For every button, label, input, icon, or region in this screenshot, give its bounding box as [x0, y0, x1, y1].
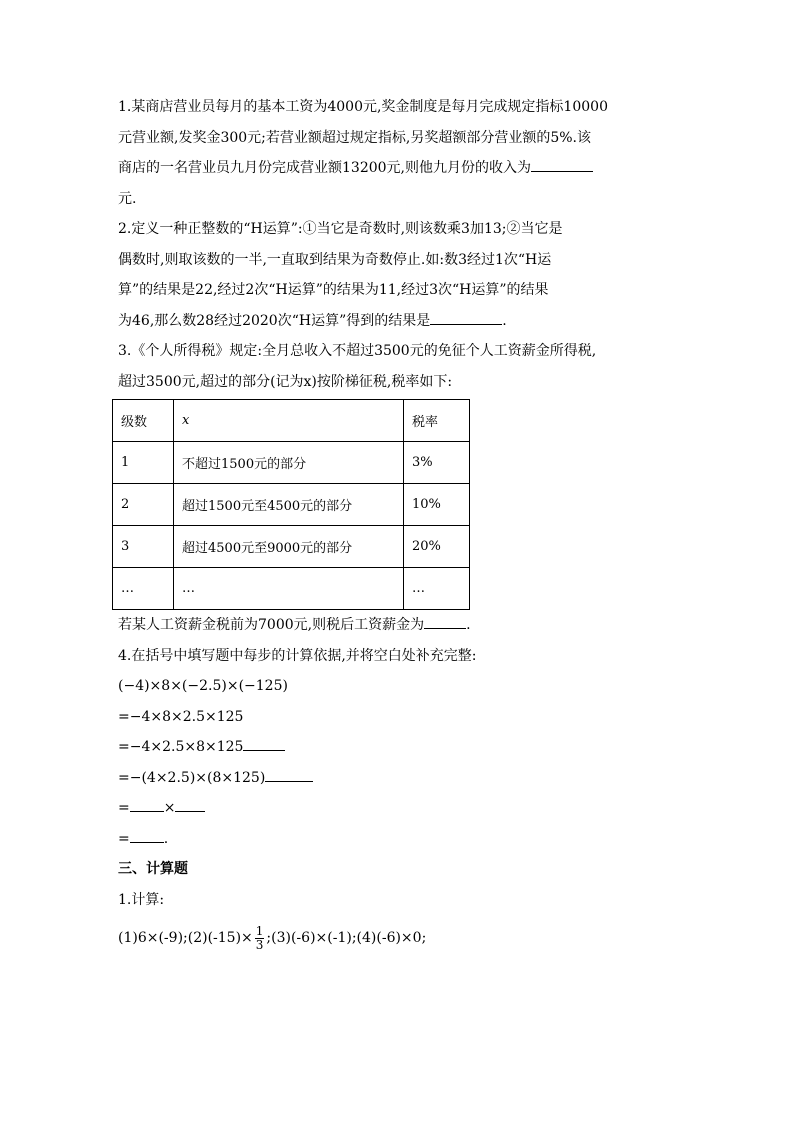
problem4-line6-eq: =	[118, 800, 130, 816]
calc-expr-part-a: (1)6×(-9);(2)(-15)×	[118, 930, 253, 946]
problem4-line2: (−4)×8×(−2.5)×(−125)	[118, 678, 288, 694]
table-cell: 3%	[404, 442, 470, 484]
calc-expressions	[118, 915, 678, 961]
calc-expr-part-b: ;(3)(-6)×(-1);(4)(-6)×0;	[266, 930, 427, 946]
fraction-numerator: 1	[255, 923, 264, 938]
problem1-line1: 1.某商店营业员每月的基本工资为4000元,奖金制度是每月完成规定指标10000	[118, 99, 608, 115]
table-row	[113, 442, 470, 484]
table-cell: …	[404, 568, 470, 610]
table-cell: 超过1500元至4500元的部分	[174, 484, 404, 526]
table-cell: …	[174, 568, 404, 610]
problem4-line4-text: =−4×2.5×8×125	[118, 739, 244, 755]
problem3-line2: 超过3500元,超过的部分(记为x)按阶梯征税,税率如下:	[118, 373, 453, 390]
problem2-line2: 偶数时,则取该数的一半,一直取到结果为奇数停止.如:数3经过1次“H运	[118, 251, 552, 268]
table-cell: …	[113, 568, 174, 610]
problem2-line1: 2.定义一种正整数的“H运算”:①当它是奇数时,则该数乘3加13;②当它是	[118, 221, 563, 237]
table-header-cell: 级数	[113, 400, 174, 442]
table-header-row	[113, 400, 470, 442]
problem1-line3	[118, 153, 678, 184]
answer-blank-5[interactable]	[175, 793, 205, 812]
problem3-line3	[118, 610, 678, 641]
problem4-line7-eq: =	[118, 830, 130, 847]
fraction-one-third	[255, 925, 265, 952]
answer-blank-1[interactable]	[531, 153, 593, 172]
table-header-cell: x	[174, 400, 404, 442]
problem1-line3-text: 商店的一名营业员九月份完成营业额13200元,则他九月份的收入为	[118, 160, 531, 176]
answer-blank-4[interactable]	[130, 793, 164, 812]
table-row	[113, 568, 470, 610]
problem4-line6	[118, 793, 678, 824]
table-header-cell: 税率	[404, 400, 470, 442]
problem3-line3-end: .	[466, 617, 471, 633]
table-cell: 20%	[404, 526, 470, 568]
problem2-line4	[118, 306, 678, 337]
problem4-line4	[118, 732, 678, 763]
problem4-line3: =−4×8×2.5×125	[118, 708, 244, 725]
problem4-line5-text: =−(4×2.5)×(8×125)	[118, 769, 266, 786]
reason-blank-2[interactable]	[265, 763, 313, 782]
fraction-denominator: 3	[255, 937, 264, 952]
problem1-line2: 元营业额,发奖金300元;若营业额超过规定指标,另奖超额部分营业额的5%.该	[118, 129, 591, 146]
table-cell: 3	[113, 526, 174, 568]
table-row	[113, 484, 470, 526]
table-cell: 超过4500元至9000元的部分	[174, 526, 404, 568]
problem3-line1: 3.《个人所得税》规定:全月总收入不超过3500元的免征个人工资薪金所得税,	[118, 343, 597, 359]
problem4-line5	[118, 763, 678, 794]
section3-question1: 1.计算:	[118, 891, 165, 908]
problem2-line3: 算”的结果是22,经过2次“H运算”的结果为11,经过3次“H运算”的结果	[118, 282, 549, 298]
section-title: 三、计算题	[118, 861, 188, 877]
table-cell: 10%	[404, 484, 470, 526]
document-page	[118, 92, 678, 961]
problem1-line4: 元.	[118, 190, 137, 207]
answer-blank-2[interactable]	[430, 306, 502, 325]
table-cell: 1	[113, 442, 174, 484]
problem3-line3-text: 若某人工资薪金税前为7000元,则税后工资薪金为	[118, 617, 425, 633]
tax-rate-table	[112, 399, 470, 610]
problem4-line7-end: .	[163, 830, 169, 847]
problem2-line4-text: 为46,那么数28经过2020次“H运算”得到的结果是	[118, 312, 431, 329]
answer-blank-3[interactable]	[424, 610, 466, 629]
problem2-line4-end: .	[502, 312, 507, 329]
table-cell: 2	[113, 484, 174, 526]
problem4-line6-times: ×	[163, 800, 176, 816]
problem4-line1: 4.在括号中填写题中每步的计算依据,并将空白处补充完整:	[118, 647, 477, 664]
problem4-line7	[118, 824, 678, 855]
answer-blank-6[interactable]	[130, 824, 164, 843]
table-row	[113, 526, 470, 568]
reason-blank-1[interactable]	[243, 732, 285, 751]
table-cell: 不超过1500元的部分	[174, 442, 404, 484]
